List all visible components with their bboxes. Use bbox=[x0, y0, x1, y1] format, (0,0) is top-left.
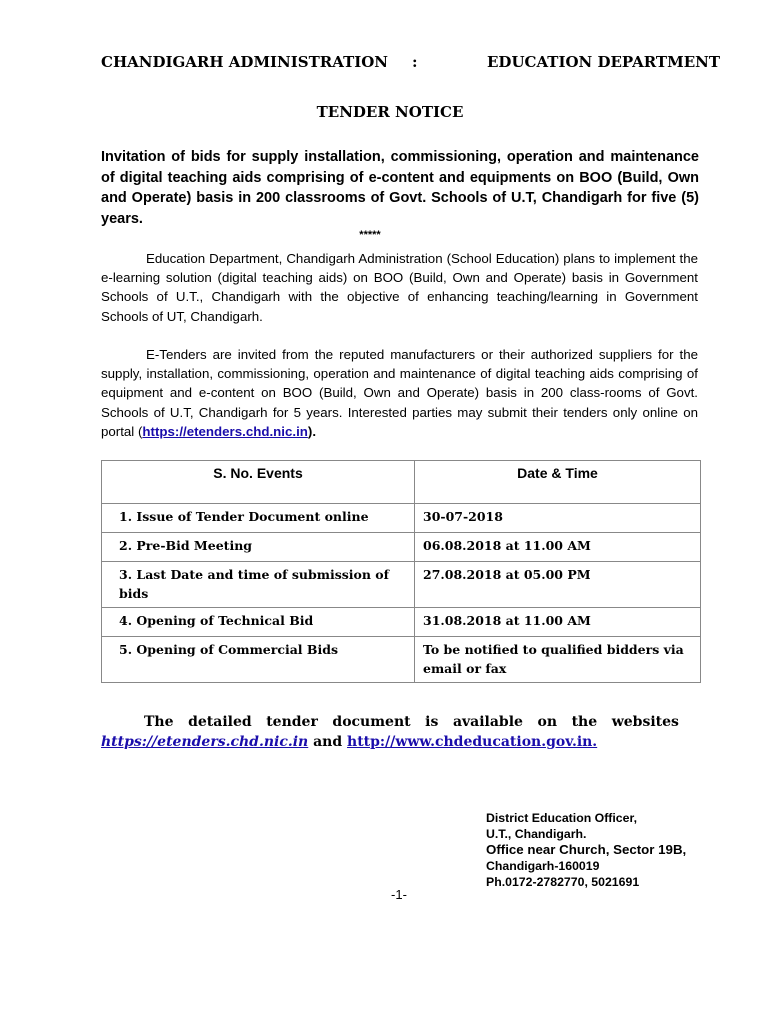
footer-word: The bbox=[144, 714, 174, 730]
table-row bbox=[102, 637, 701, 683]
footer-paragraph bbox=[101, 712, 679, 752]
date-cell: 30-07-2018 bbox=[415, 504, 701, 533]
table-header-row bbox=[102, 461, 701, 504]
events-table bbox=[101, 460, 701, 683]
chdeducation-link[interactable]: http://www.chdeducation.gov.in. bbox=[347, 734, 598, 750]
footer-word: available bbox=[452, 714, 523, 730]
footer-word: is bbox=[425, 714, 439, 730]
table-row bbox=[102, 504, 701, 533]
footer-word: document bbox=[332, 714, 411, 730]
stars-separator: ***** bbox=[359, 229, 381, 241]
signature-line-5: Ph.0172-2782770, 5021691 bbox=[486, 875, 640, 889]
event-cell: 1. Issue of Tender Document online bbox=[102, 504, 415, 533]
footer-and-text: and bbox=[308, 734, 348, 750]
date-cell: 06.08.2018 at 11.00 AM bbox=[415, 533, 701, 562]
footer-word: on bbox=[537, 714, 558, 730]
signature-line-3: Office near Church, Sector 19B, bbox=[486, 842, 687, 857]
header-left: CHANDIGARH ADMINISTRATION bbox=[101, 53, 389, 71]
paragraph-2 bbox=[101, 345, 698, 441]
column-header-date-time: Date & Time bbox=[415, 461, 701, 504]
etenders-portal-link[interactable]: https://etenders.chd.nic.in bbox=[142, 423, 308, 439]
column-header-events: S. No. Events bbox=[102, 461, 415, 504]
header-separator: : bbox=[412, 53, 418, 71]
signature-line-2: U.T., Chandigarh. bbox=[486, 827, 587, 841]
signature-line-1: District Education Officer, bbox=[486, 811, 638, 825]
footer-word: the bbox=[571, 714, 598, 730]
signature-line-4: Chandigarh-160019 bbox=[486, 859, 600, 873]
footer-word: websites bbox=[611, 714, 679, 730]
date-cell: 27.08.2018 at 05.00 PM bbox=[415, 562, 701, 608]
header-right: EDUCATION DEPARTMENT bbox=[487, 53, 720, 71]
intro-paragraph: Invitation of bids for supply installation, commissioning, operation and maintenance of digital teaching aids comprising of e-content and equipments on BOO (Build, Own and Operate) basis in 200 classrooms of Govt. Schools of U.T, Chandigarh for five (5) years. bbox=[101, 149, 699, 227]
page-number: -1- bbox=[391, 887, 407, 902]
event-cell: 4. Opening of Technical Bid bbox=[102, 608, 415, 637]
footer-word: tender bbox=[266, 714, 318, 730]
document-header bbox=[101, 53, 720, 75]
paragraph-2-suffix: ). bbox=[307, 423, 317, 439]
footer-line-2 bbox=[101, 732, 679, 752]
event-cell: 3. Last Date and time of submission of bids bbox=[102, 562, 415, 608]
table-row bbox=[102, 608, 701, 637]
event-cell: 5. Opening of Commercial Bids bbox=[102, 637, 415, 683]
paragraph-1 bbox=[101, 249, 698, 326]
footer-line-1 bbox=[101, 712, 679, 732]
event-cell: 2. Pre-Bid Meeting bbox=[102, 533, 415, 562]
etenders-link[interactable]: https://etenders.chd.nic.in bbox=[101, 734, 309, 750]
paragraph-2-text: E-Tenders are invited from the reputed manufacturers or their authorized suppliers for the supply, installation, commissioning, operation and maintenance of digital teaching aids comprising of equipment and e-content on BOO (Build, Own and Operate) basis in 200 class-rooms of Govt. Schools of U.T, Chandigarh for 5 years. Interested parties may submit their tenders only online on portal ( bbox=[101, 347, 698, 439]
page-title: TENDER NOTICE bbox=[316, 103, 464, 121]
date-cell: 31.08.2018 at 11.00 AM bbox=[415, 608, 701, 637]
date-cell: To be notified to qualified bidders via email or fax bbox=[415, 637, 701, 683]
footer-word: detailed bbox=[188, 714, 252, 730]
table-row bbox=[102, 562, 701, 608]
signature-block bbox=[486, 810, 686, 890]
paragraph-1-text: Education Department, Chandigarh Administration (School Education) plans to implement the e-learning solution (digital teaching aids) on BOO (Build, Own and Operate) basis in Government Schools of U.T., Chandigarh with the objective of enhancing teaching/learning in Government Schools of UT, Chandigarh. bbox=[101, 251, 698, 324]
table-row bbox=[102, 533, 701, 562]
